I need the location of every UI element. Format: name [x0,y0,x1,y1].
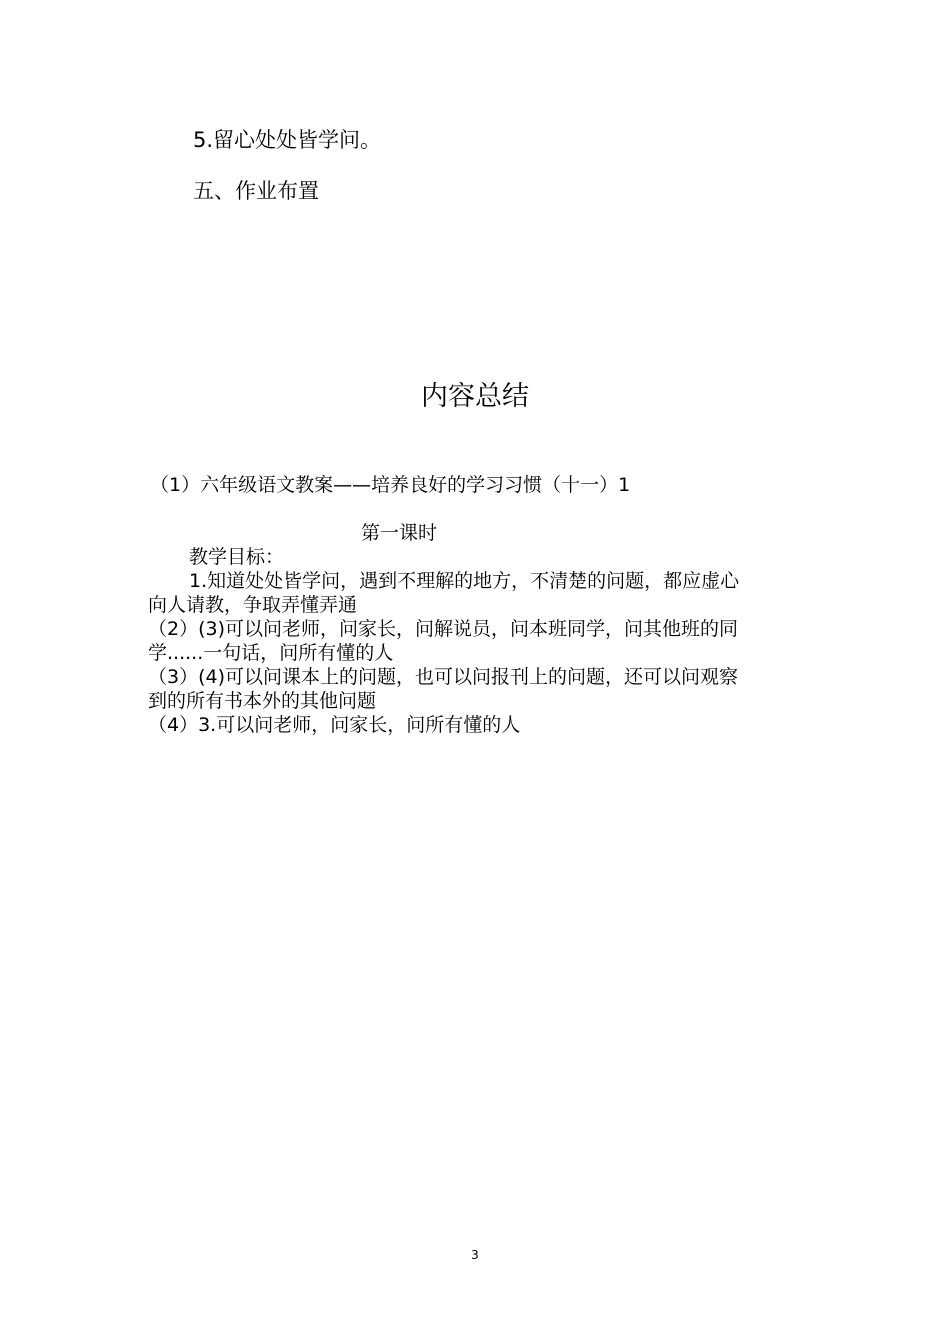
summary-title: 内容总结 [421,381,529,412]
summary-item-2-line-2: 学......一句话，问所有懂的人 [148,642,394,664]
summary-item-lesson-title: （1）六年级语文教案——培养良好的学习习惯（十一）1 [150,474,631,496]
list-item-5: 5.留心处处皆学问。 [193,128,382,152]
summary-item-3-line-2: 到的所有书本外的其他问题 [148,690,377,712]
teaching-goal-1-line-1: 1.知道处处皆学问，遇到不理解的地方，不清楚的问题，都应虚心 [189,570,740,592]
teaching-goals-label: 教学目标： [189,546,285,568]
teaching-goal-1-line-2: 向人请教，争取弄懂弄通 [148,594,358,616]
summary-item-2-line-1: （2）(3)可以问老师，问家长，问解说员，问本班同学，问其他班的同 [148,618,739,640]
page-number: 3 [471,1248,479,1262]
summary-item-4: （4）3.可以问老师，问家长，问所有懂的人 [148,714,521,736]
section-heading-homework: 五、作业布置 [193,179,319,203]
summary-item-3-line-1: （3）(4)可以问课本上的问题，也可以问报刊上的问题，还可以问观察 [148,666,739,688]
lesson-period-label: 第一课时 [361,522,438,544]
